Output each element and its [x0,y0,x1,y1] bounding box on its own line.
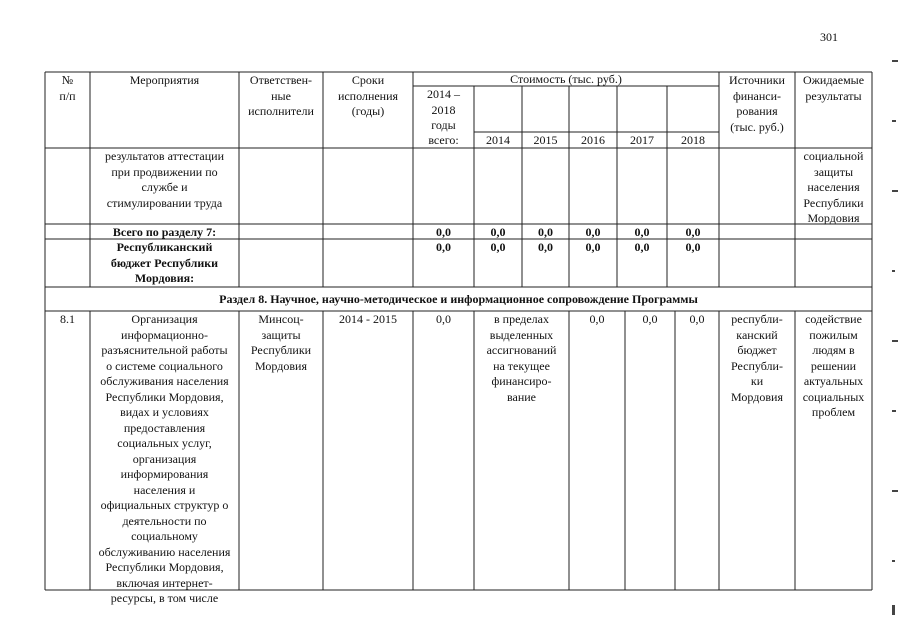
budget-2014: 0,0 [490,240,506,254]
item81-2017: 0,0 [689,312,705,326]
header-year-2015: 2015 [533,133,558,147]
item81-num: 8.1 [60,312,75,326]
header-sources: Источники финанси- рования (тыс. руб.) [729,73,785,134]
page-number: 301 [820,30,838,44]
header-executors: Ответствен- ные исполнители [248,73,314,118]
total7-2016: 0,0 [585,225,601,239]
item81-executors: Минсоц- защиты Республики Мордовия [250,312,312,373]
item81-sources: республи- канский бюджет Республи- ки Мордовия [731,312,783,404]
scan-edge-marks [892,40,902,620]
header-cost-total: 2014 – 2018 годы [427,87,460,132]
item81-2014: в пределах выделенных ассигнований на текущее финансиро- вание [486,312,557,404]
item81-2015: 0,0 [589,312,605,326]
total7-2018: 0,0 [685,225,701,239]
total-section7-label: Всего по разделу 7: [112,225,217,239]
item81-terms: 2014 - 2015 [339,312,397,326]
header-terms: Сроки исполнения (годы) [337,73,399,118]
budget-2016: 0,0 [585,240,601,254]
item81-total: 0,0 [436,312,451,326]
budget-2018: 0,0 [685,240,701,254]
continuation-activity: результатов аттестации при продвижении по службе и стимулировании труда [104,149,225,210]
header-year-2014: 2014 [486,133,510,147]
section8-title: Раздел 8. Научное, научно-методическое и информационное сопровождение Программы [219,292,698,306]
header-num: № п/п [59,73,76,103]
item81-results: содействие пожилым людям в решении актуальных социальных проблем [802,312,865,419]
header-cost: Стоимость (тыс. руб.) [510,72,622,86]
total7-2017: 0,0 [634,225,650,239]
header-total-label: всего: [428,133,459,147]
header-year-2016: 2016 [581,133,605,147]
total7-2015: 0,0 [538,225,553,239]
header-year-2017: 2017 [630,133,654,147]
total7-2014: 0,0 [490,225,506,239]
item81-activity: Организация информационно- разъяснительной работы о системе социального обслуживания населения Республики Мордовия, видах и условиях предоставления социальных услуг, организация информирования населения и официальных структур о деятельности по социальному обслуживанию населения Республики Мордовия, включая интернет- ресурсы, в том числе [98,312,231,605]
total7-total: 0,0 [436,225,451,239]
header-activity: Мероприятия [129,73,200,87]
item81-2016: 0,0 [642,312,658,326]
header-year-2018: 2018 [681,133,705,147]
budget-2017: 0,0 [634,240,650,254]
header-results: Ожидаемые результаты [802,73,865,103]
budget-2015: 0,0 [538,240,553,254]
continuation-results: социальной защиты населения Республики Мордовия [803,149,864,225]
budget-total: 0,0 [436,240,451,254]
budget-label: Республиканский бюджет Республики Мордовия: [110,240,219,285]
